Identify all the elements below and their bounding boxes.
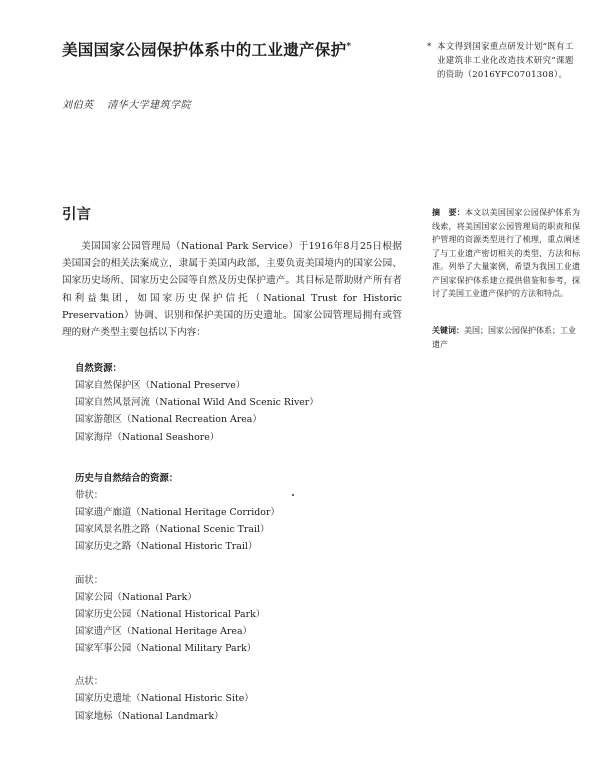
funding-text: 本文得到国家重点研发计划“既有工业建筑非工业化改造技术研究”课题的资助（2016YFC0701308）。 [437, 42, 574, 80]
abstract-label: 摘 要： [432, 207, 465, 217]
list-item: 国家历史之路（National Historic Trail） [75, 541, 258, 553]
list-item: 国家海岸（National Seashore） [75, 431, 220, 443]
list-item: 国家军事公园（National Military Park） [75, 643, 257, 655]
list-item: 国家自然风景河流（National Wild And Scenic River） [75, 397, 319, 409]
paper-title [62, 38, 422, 60]
keywords-label: 关键词： [432, 325, 464, 335]
scan-speck [292, 494, 294, 496]
list-item: 国家地标（National Landmark） [75, 710, 224, 722]
title-footnote-mark: * [346, 41, 352, 52]
keywords-text: 美国；国家公园保护体系；工业遗产 [432, 326, 576, 349]
mixed-heading: 历史与自然结合的资源： [75, 473, 179, 484]
list-item: 国家遗产区（National Heritage Area） [75, 625, 252, 637]
funding-note [427, 40, 577, 82]
author-institution: 清华大学建筑学院 [107, 100, 192, 111]
intro-paragraph: 美国国家公园管理局（National Park Service）于1916年8月25日根据美国国会的相关法案成立，隶属于美国内政部，主要负责美国境内的国家公园、国家历史场所、国家历史公园等自然及历史保护遗产。其目标是帮助财产所有者和利益集团，如国家历史保护信托（National Trust for Historic Preservation）协调、识别和保护美国的历史遗址。国家公园管理局拥有或管理的财产类型主要包括以下内容： [62, 241, 402, 339]
linear-label: 带状： [75, 490, 104, 501]
author-line [62, 96, 191, 111]
natural-resources-list [75, 360, 405, 446]
list-item: 国家遗产廊道（National Heritage Corridor） [75, 507, 280, 518]
keywords-block [432, 324, 580, 351]
author-name: 刘伯英 [62, 100, 94, 111]
list-item: 国家风景名胜之路（National Scenic Trail） [75, 524, 270, 536]
mixed-resources-list [75, 470, 405, 725]
intro-body [62, 238, 402, 341]
list-item: 国家公园（National Park） [75, 591, 197, 603]
list-item: 国家游憩区（National Recreation Area） [75, 414, 262, 426]
list-item: 国家自然保护区（National Preserve） [75, 380, 246, 391]
list-item: 国家历史遗址（National Historic Site） [75, 693, 254, 705]
section-heading-intro: 引言 [62, 206, 91, 223]
area-label: 面状： [75, 574, 104, 586]
title-text: 美国国家公园保护体系中的工业遗产保护 [62, 40, 347, 59]
abstract-block [432, 206, 580, 301]
point-label: 点状： [75, 676, 104, 688]
funding-mark: * [427, 42, 432, 52]
list-item: 国家历史公园（National Historical Park） [75, 608, 266, 620]
abstract-text: 本文以美国国家公园保护体系为线索，将美国国家公园管理局的职责和保护管理的资源类型进行了梳理，重点阐述了与工业遗产密切相关的类型、方法和标准。列举了大量案例，希望为我国工业遗产国家保护体系建立提供借鉴和参考，探讨了美国工业遗产保护的方法和特点。 [432, 208, 581, 298]
natural-heading: 自然资源： [75, 363, 122, 374]
